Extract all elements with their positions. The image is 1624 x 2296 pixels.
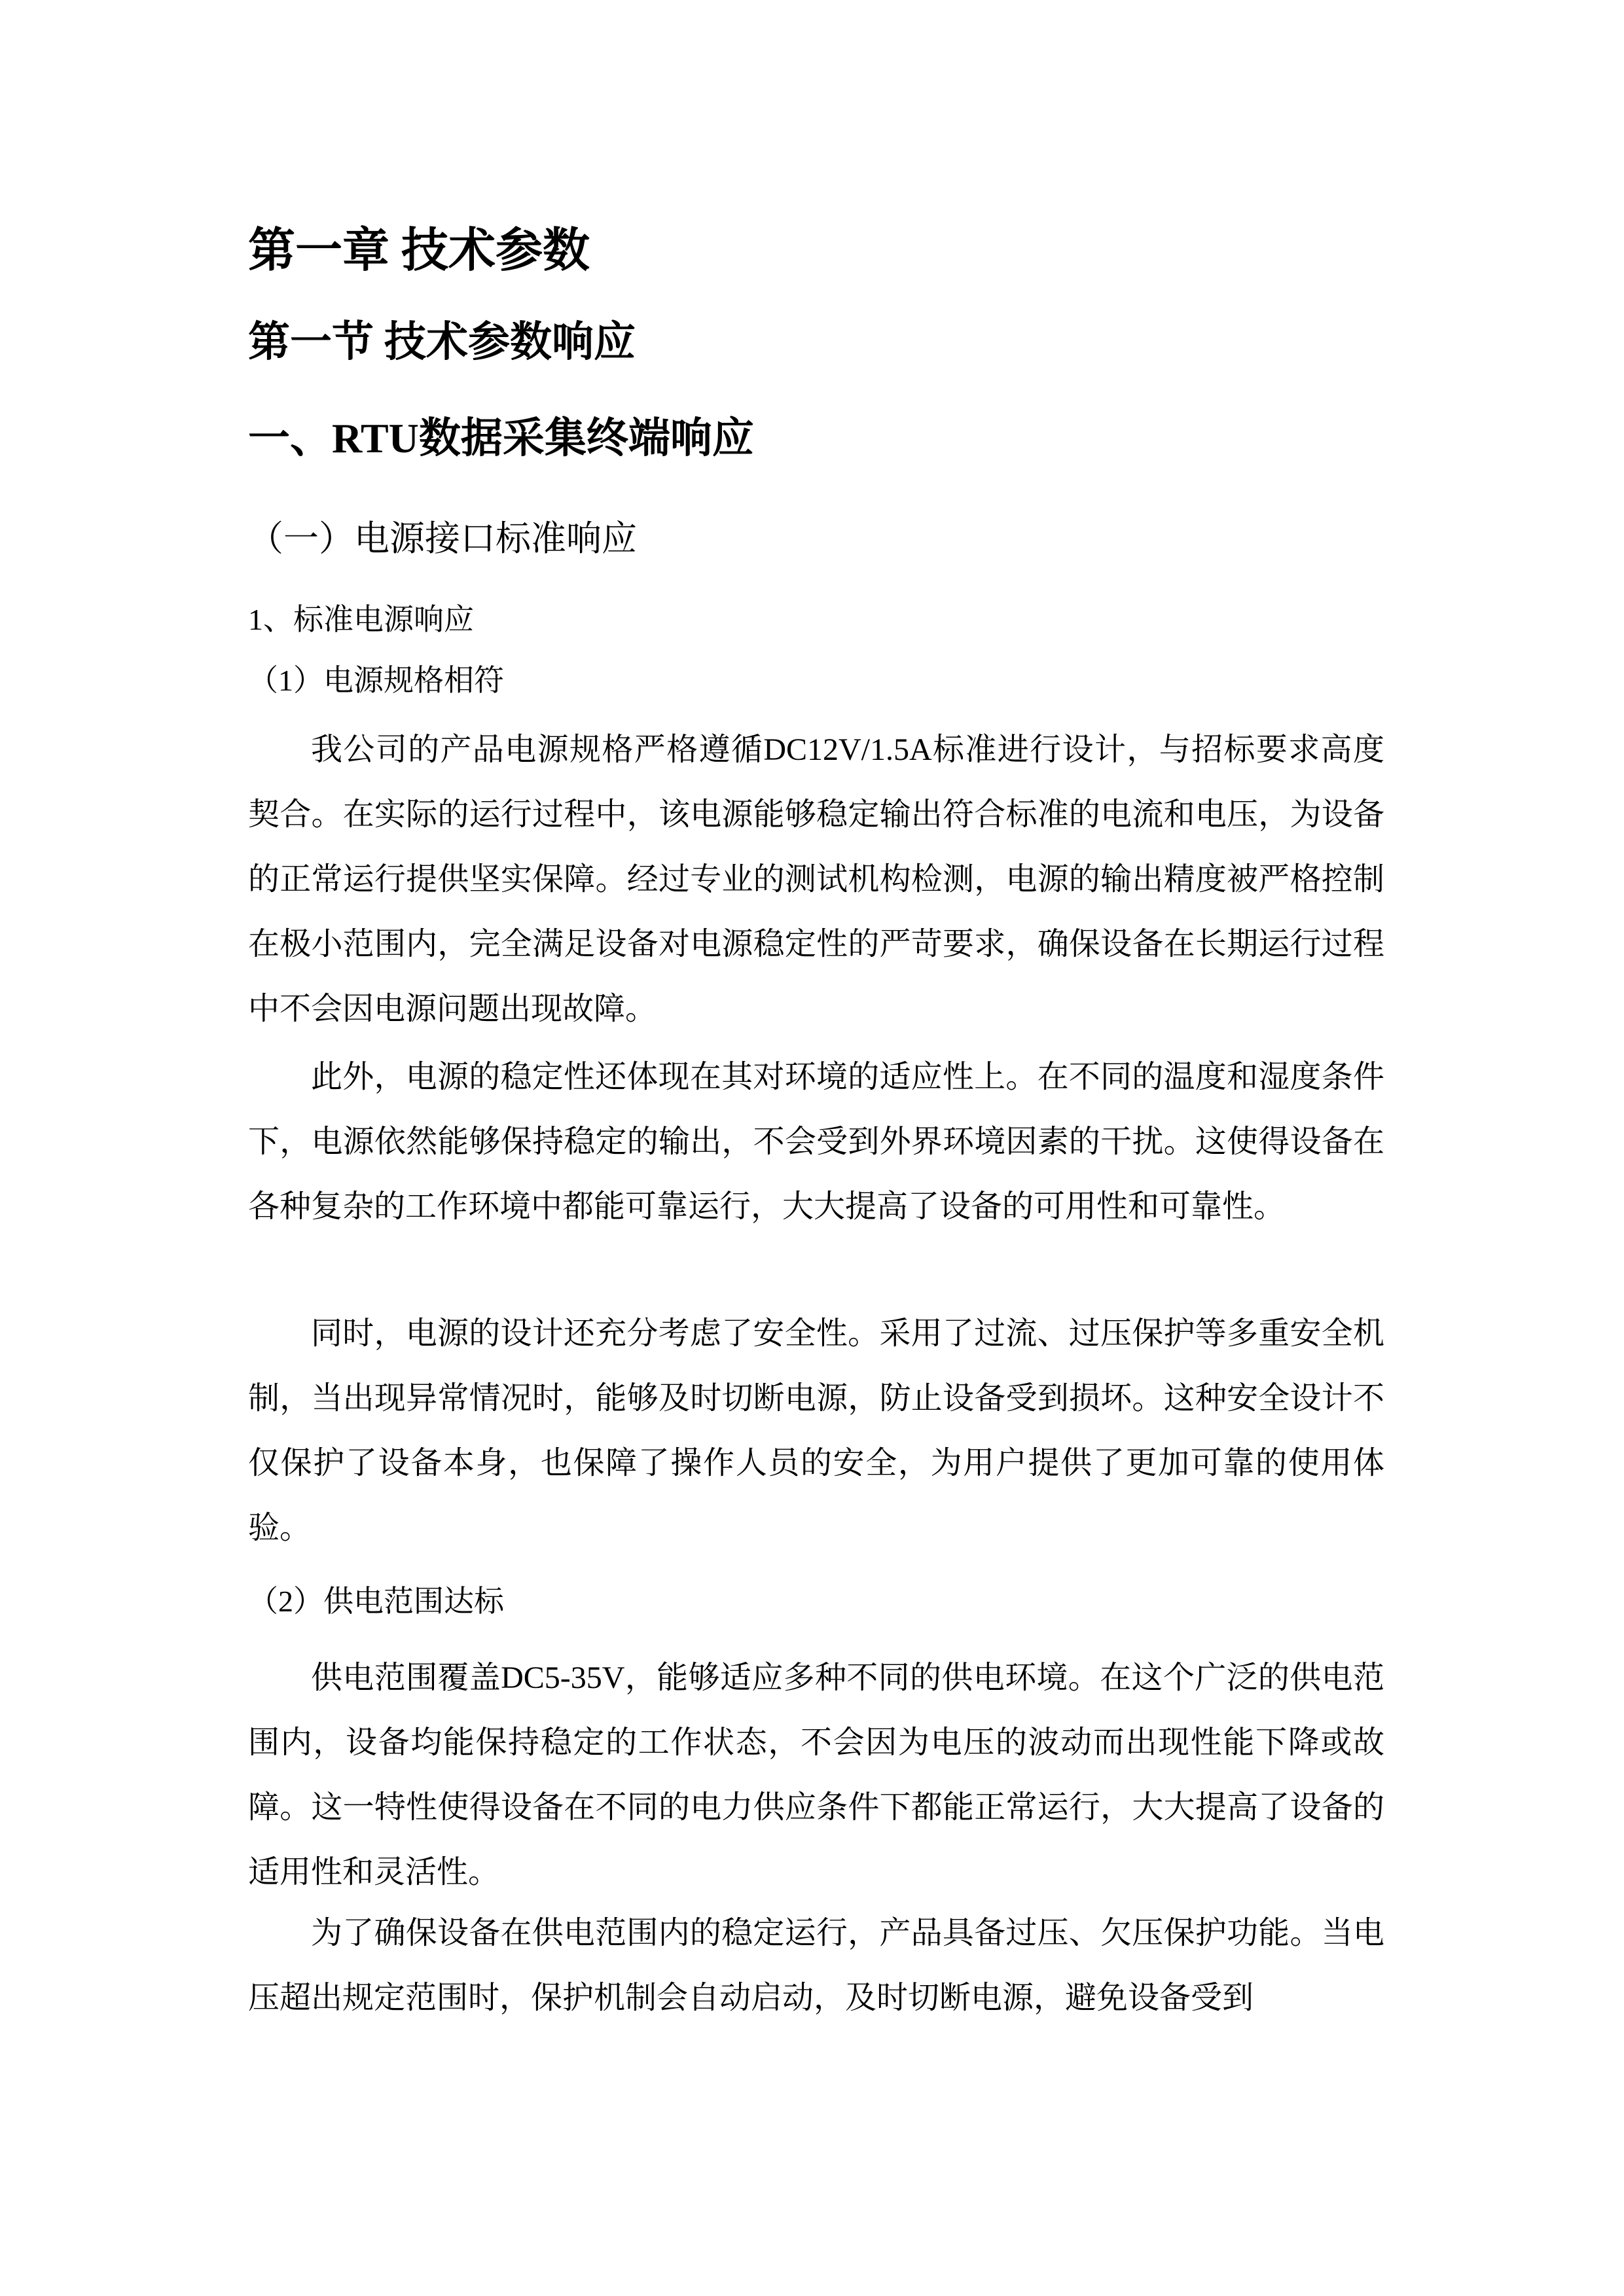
- sub-subsection-title: （一）电源接口标准响应: [248, 519, 637, 558]
- paragraph: 此外，电源的稳定性还体现在其对环境的适应性上。在不同的温度和湿度条件下，电源依然能够保持稳定的输出，不会受到外界环境因素的干扰。这使得设备在各种复杂的工作环境中都能可靠运行，大大提高了设备的可用性和可靠性。: [248, 1060, 1384, 1224]
- section-title: 第一节 技术参数响应: [248, 319, 636, 365]
- chapter-title: 第一章 技术参数: [248, 224, 590, 277]
- paragraph: 同时，电源的设计还充分考虑了安全性。采用了过流、过压保护等多重安全机制，当出现异常情况时，能够及时切断电源，防止设备受到损坏。这种安全设计不仅保护了设备本身，也保障了操作人员的安全，为用户提供了更加可靠的使用体验。: [248, 1316, 1384, 1545]
- point2-title: （2）供电范围达标: [248, 1585, 504, 1618]
- item-title: 1、标准电源响应: [248, 603, 474, 636]
- paragraph: 为了确保设备在供电范围内的稳定运行，产品具备过压、欠压保护功能。当电压超出规定范围时，保护机制会自动启动，及时切断电源，避免设备受到: [248, 1916, 1384, 2015]
- paragraph: 供电范围覆盖DC5-35V，能够适应多种不同的供电环境。在这个广泛的供电范围内，设备均能保持稳定的工作状态，不会因为电压的波动而出现性能下降或故障。这一特性使得设备在不同的电力供应条件下都能正常运行，大大提高了设备的适用性和灵活性。: [248, 1660, 1384, 1890]
- point1-title: （1）电源规格相符: [248, 664, 504, 697]
- paragraph: 我公司的产品电源规格严格遵循DC12V/1.5A标准进行设计，与招标要求高度契合。在实际的运行过程中，该电源能够稳定输出符合标准的电流和电压，为设备的正常运行提供坚实保障。经过专业的测试机构检测，电源的输出精度被严格控制在极小范围内，完全满足设备对电源稳定性的严苛要求，确保设备在长期运行过程中不会因电源问题出现故障。: [248, 732, 1384, 1026]
- subsection-title: 一、RTU数据采集终端响应: [248, 415, 754, 461]
